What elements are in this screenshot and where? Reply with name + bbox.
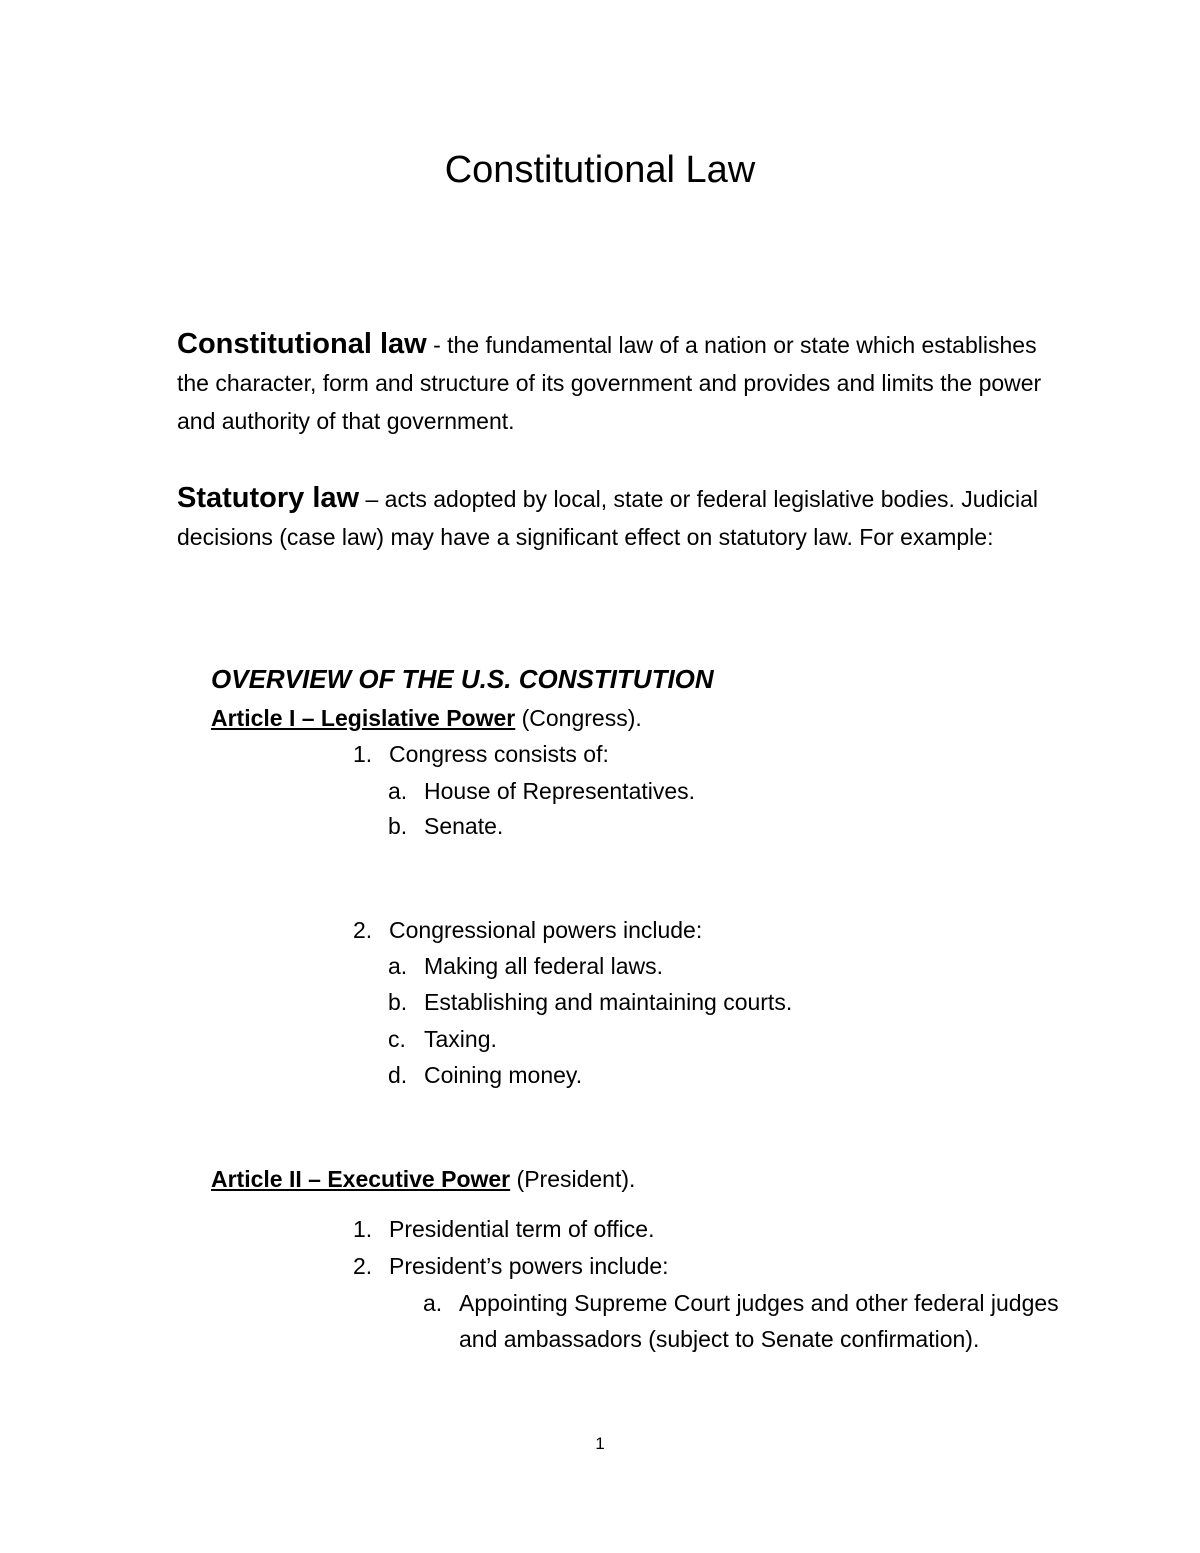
sub-list-item: Coining money.: [424, 1062, 583, 1088]
sub-list-marker: b.: [388, 989, 408, 1015]
article-2-suffix: (President).: [510, 1166, 636, 1192]
list-marker: 1.: [353, 1216, 373, 1242]
sub-list-marker: a.: [388, 953, 408, 979]
list-item: Congress consists of:: [389, 741, 609, 767]
article-2-heading: Article II – Executive Power: [211, 1166, 511, 1192]
list-item: Presidential term of office.: [389, 1216, 655, 1242]
sub-list-item: Making all federal laws.: [424, 953, 664, 979]
definition-statutory-law: [177, 479, 1057, 556]
list-marker: 2.: [353, 917, 373, 943]
definition-text: – acts adopted by local, state or federal legislative bodies. Judicial decisions (case law) may have a significant effect on statutory law. For example:: [177, 486, 1038, 550]
overview-heading: OVERVIEW OF THE U.S. CONSTITUTION: [211, 664, 714, 694]
sub-list-item: Senate.: [424, 813, 504, 839]
sub-list-marker: a.: [423, 1290, 443, 1316]
sub-list-item: Taxing.: [424, 1026, 497, 1052]
sub-list-item: House of Representatives.: [424, 778, 696, 804]
list-marker: 1.: [353, 741, 373, 767]
list-item: President’s powers include:: [389, 1253, 669, 1279]
article-2-heading-line: [211, 1161, 635, 1197]
list-marker: 2.: [353, 1253, 373, 1279]
definition-constitutional-law: [177, 325, 1057, 440]
list-item: Congressional powers include:: [389, 917, 703, 943]
sub-list-marker: c.: [388, 1026, 406, 1052]
sub-list-marker: a.: [388, 778, 408, 804]
document-title: Constitutional Law: [444, 149, 756, 191]
sub-list-item: Establishing and maintaining courts.: [424, 989, 793, 1015]
definition-term: Statutory law: [177, 482, 360, 514]
definition-term: Constitutional law: [177, 328, 427, 360]
definition-text: - the fundamental law of a nation or state which establishes the character, form and structure of its government and provides and limits the power and authority of that government.: [177, 332, 1042, 434]
sub-list-marker: b.: [388, 813, 408, 839]
article-1-heading: Article I – Legislative Power: [211, 705, 516, 731]
article-1-suffix: (Congress).: [515, 705, 642, 731]
page-number: 1: [595, 1434, 605, 1453]
sub-list-item: Appointing Supreme Court judges and other federal judges and ambassadors (subject to Senate confirmation).: [459, 1290, 1059, 1352]
article-1-heading-line: [211, 700, 642, 736]
sub-list-marker: d.: [388, 1062, 408, 1088]
